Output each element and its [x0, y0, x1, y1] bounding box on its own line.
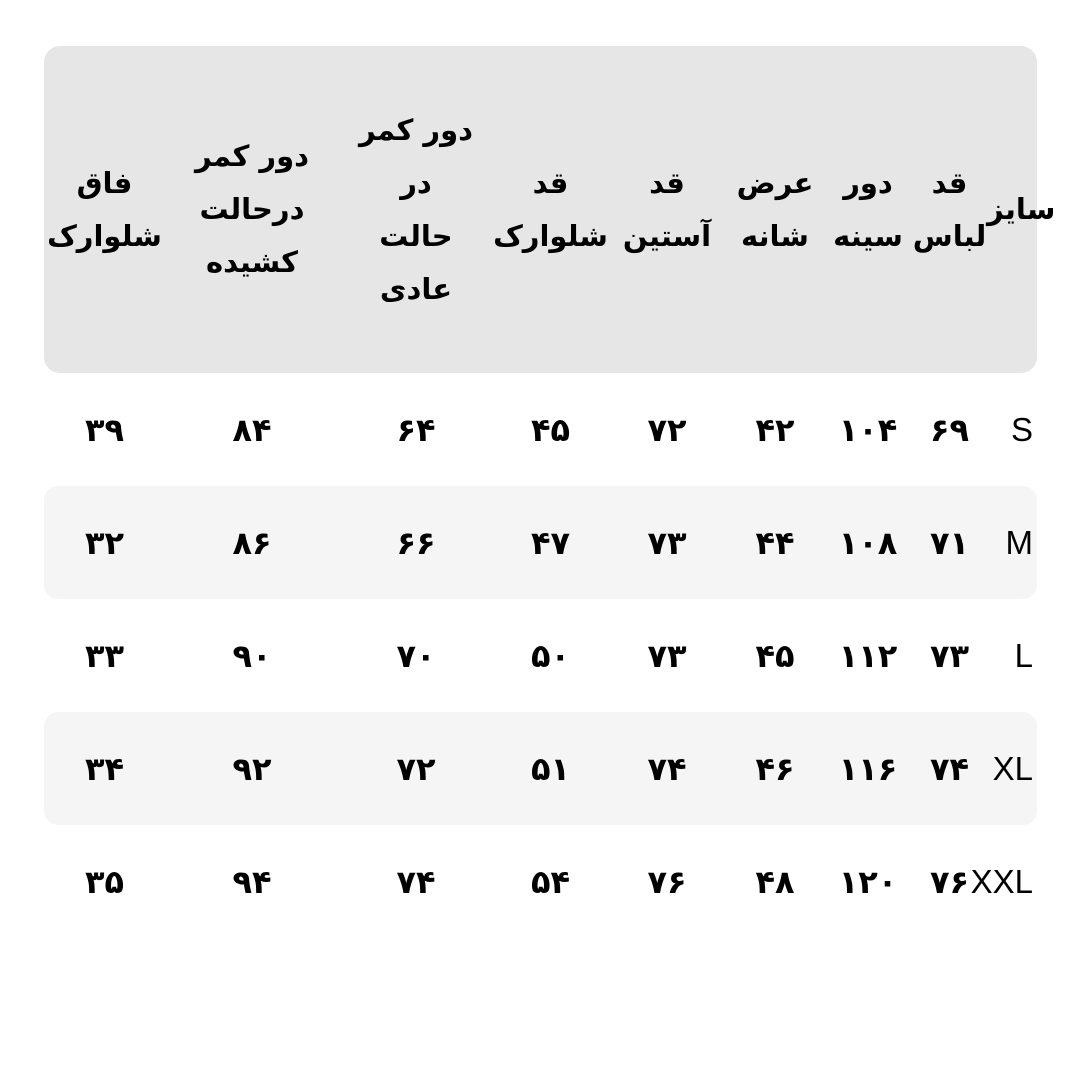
table-cell: ۴۶	[755, 749, 795, 788]
table-header-row	[44, 46, 1056, 373]
header-cell-garment-length: قد لباس	[912, 165, 987, 253]
table-cell: ۷۲	[396, 749, 436, 788]
table-cell: ۶۶	[396, 523, 436, 562]
table-cell: ۳۵	[84, 862, 125, 901]
header-cell-inseam: فاق شلوارک	[47, 165, 162, 253]
table-cell: ۷۶	[647, 862, 687, 901]
table-cell: ۷۲	[647, 410, 687, 449]
table-cell: ۴۴	[755, 523, 795, 562]
table-cell: ۴۵	[530, 410, 571, 449]
table-cell: ۳۳	[84, 636, 125, 675]
table-cell: ۹۲	[232, 749, 272, 788]
table-cell: ۵۴	[530, 862, 571, 901]
table-row	[44, 486, 1037, 599]
table-row	[44, 599, 1037, 712]
table-cell: ۷۱	[929, 523, 970, 562]
table-cell: ۳۲	[84, 523, 125, 562]
table-cell: ۷۳	[647, 523, 687, 562]
header-cell-waist-normal: دور کمر در حالت عادی	[358, 112, 474, 306]
table-cell: ۱۱۲	[838, 636, 898, 675]
table-cell: ۸۶	[232, 523, 272, 562]
table-cell: ۵۰	[530, 636, 571, 675]
table-cell: ۶۹	[929, 410, 970, 449]
size-label: XXL	[970, 862, 1033, 900]
table-cell: ۴۸	[755, 862, 795, 901]
table-cell: ۷۰	[396, 636, 436, 675]
table-cell: ۳۹	[84, 410, 125, 449]
table-cell: ۷۴	[929, 749, 970, 788]
size-chart-table	[44, 46, 1056, 938]
size-label: M	[1005, 523, 1033, 561]
table-cell: ۷۳	[929, 636, 970, 675]
size-label: S	[1010, 410, 1033, 448]
header-cell-sleeve-length: قد آستین	[622, 165, 712, 253]
table-cell: ۱۰۸	[838, 523, 898, 562]
table-row	[44, 712, 1037, 825]
table-cell: ۹۰	[232, 636, 272, 675]
table-row	[44, 825, 1037, 938]
table-cell: ۱۱۶	[838, 749, 898, 788]
table-row	[44, 373, 1037, 486]
size-label: L	[1014, 636, 1033, 674]
table-cell: ۷۴	[647, 749, 687, 788]
table-cell: ۱۰۴	[838, 410, 898, 449]
size-label: XL	[992, 749, 1033, 787]
table-cell: ۵۱	[530, 749, 571, 788]
table-cell: ۹۴	[232, 862, 272, 901]
table-cell: ۴۷	[530, 523, 571, 562]
table-cell: ۷۶	[929, 862, 970, 901]
header-cell-size: سایز	[987, 192, 1056, 226]
table-cell: ۴۲	[755, 410, 795, 449]
table-cell: ۳۴	[84, 749, 125, 788]
table-cell: ۴۵	[755, 636, 795, 675]
table-cell: ۷۴	[396, 862, 436, 901]
header-cell-waist-stretched: دور کمر درحالت کشیده	[194, 139, 310, 279]
header-cell-shorts-length: قد شلوارک	[493, 165, 608, 253]
table-cell: ۱۲۰	[838, 862, 898, 901]
table-cell: ۶۴	[396, 410, 436, 449]
header-cell-shoulder-width: عرض شانه	[736, 165, 814, 253]
header-cell-chest: دور سینه	[833, 165, 903, 253]
table-cell: ۸۴	[232, 410, 272, 449]
table-cell: ۷۳	[647, 636, 687, 675]
